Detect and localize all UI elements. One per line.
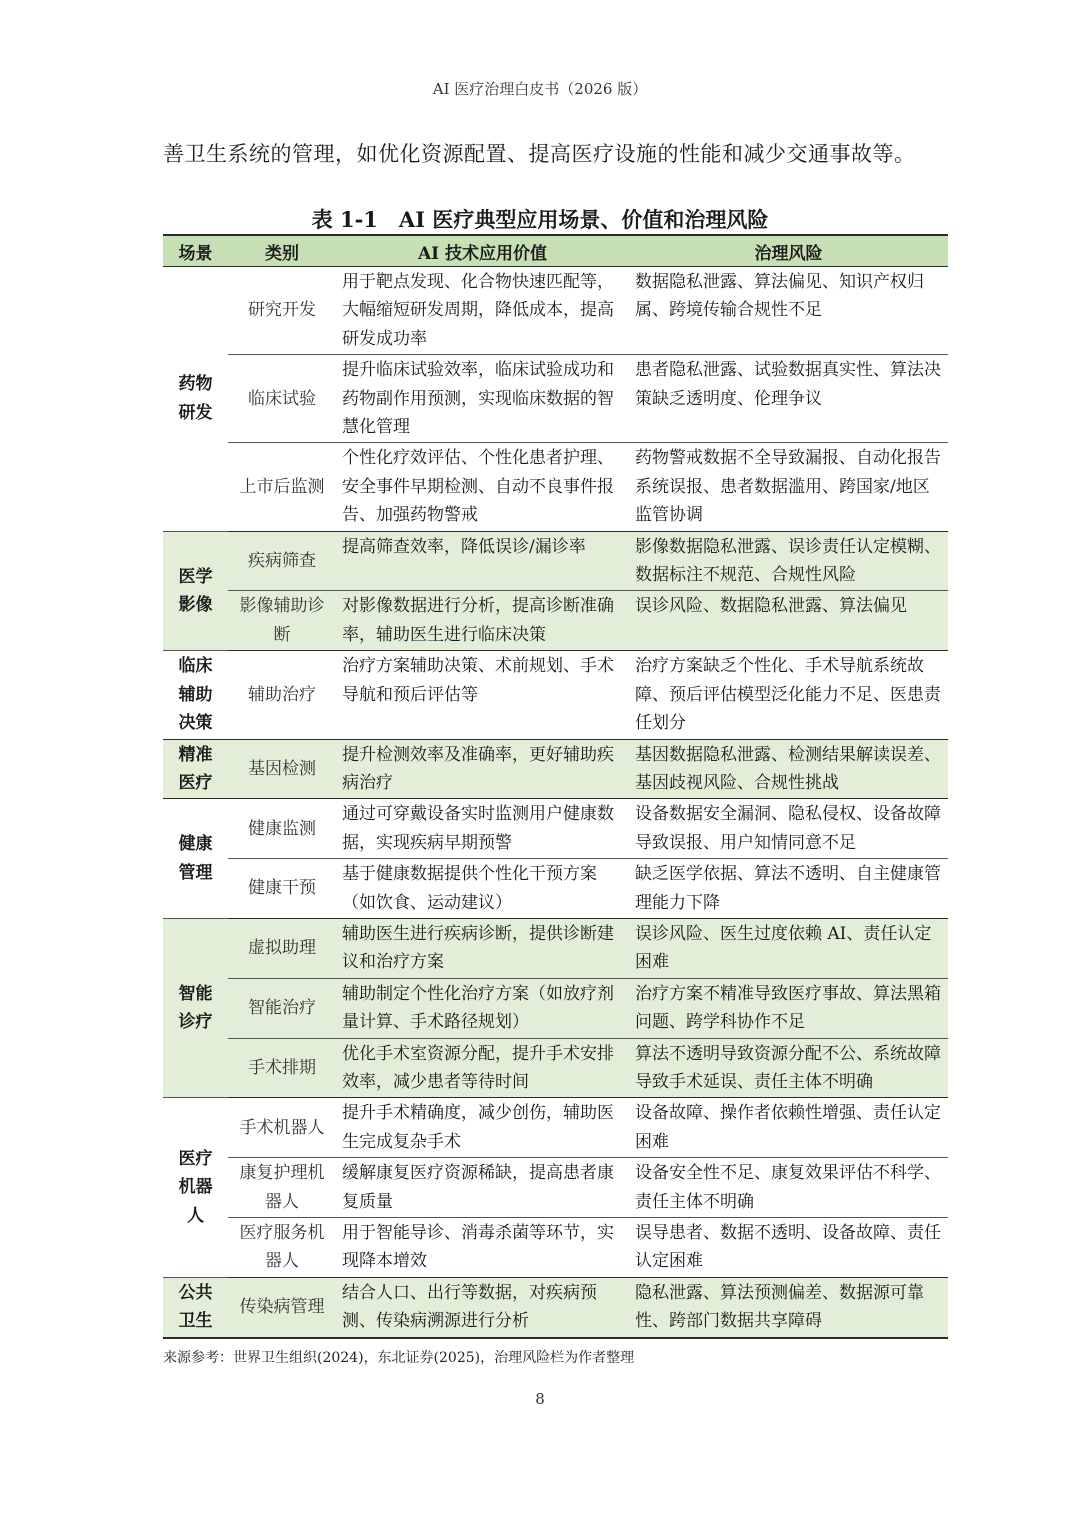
table-body xyxy=(163,267,948,1338)
table-row xyxy=(163,531,948,591)
table-row xyxy=(163,267,948,355)
table-caption: 表 1-1 AI 医疗典型应用场景、价值和治理风险 xyxy=(311,207,769,232)
page-number: 8 xyxy=(535,1389,545,1408)
column-header-scene: 场景 xyxy=(163,235,228,267)
value-cell: 优化手术室资源分配，提升手术安排效率，减少患者等待时间 xyxy=(336,1038,629,1098)
category-cell: 辅助治疗 xyxy=(228,651,336,739)
table-row xyxy=(163,1038,948,1098)
category-cell: 康复护理机器人 xyxy=(228,1158,336,1218)
value-cell: 通过可穿戴设备实时监测用户健康数据，实现疾病早期预警 xyxy=(336,799,629,859)
value-cell: 辅助医生进行疾病诊断，提供诊断建议和治疗方案 xyxy=(336,918,629,978)
category-cell: 医疗服务机器人 xyxy=(228,1218,336,1278)
scene-cell xyxy=(163,267,228,532)
value-cell: 缓解康复医疗资源稀缺，提高患者康复质量 xyxy=(336,1158,629,1218)
scene-cell xyxy=(163,739,228,799)
table-row xyxy=(163,918,948,978)
table-row xyxy=(163,859,948,919)
risk-cell: 误导患者、数据不透明、设备故障、责任认定困难 xyxy=(629,1218,948,1278)
category-cell: 疾病筛查 xyxy=(228,531,336,591)
risk-cell: 设备故障、操作者依赖性增强、责任认定困难 xyxy=(629,1098,948,1158)
source-note: 来源参考：世界卫生组织(2024)，东北证券(2025)，治理风险栏为作者整理 xyxy=(163,1349,635,1366)
risk-cell: 患者隐私泄露、试验数据真实性、算法决策缺乏透明度、伦理争议 xyxy=(629,355,948,443)
table-row xyxy=(163,1098,948,1158)
column-header-value: AI 技术应用价值 xyxy=(336,235,629,267)
scene-cell xyxy=(163,799,228,919)
value-cell: 治疗方案辅助决策、术前规划、手术导航和预后评估等 xyxy=(336,651,629,739)
scene-cell xyxy=(163,1277,228,1337)
running-header: AI 医疗治理白皮书（2026 版） xyxy=(432,80,648,98)
risk-cell: 算法不透明导致资源分配不公、系统故障导致手术延误、责任主体不明确 xyxy=(629,1038,948,1098)
category-cell: 虚拟助理 xyxy=(228,918,336,978)
scene-label: 智能诊疗 xyxy=(178,983,213,1033)
category-cell: 手术机器人 xyxy=(228,1098,336,1158)
value-cell: 用于智能导诊、消毒杀菌等环节，实现降本增效 xyxy=(336,1218,629,1278)
value-cell: 提高筛查效率，降低误诊/漏诊率 xyxy=(336,531,629,591)
body-paragraph: 善卫生系统的管理，如优化资源配置、提高医疗设施的性能和减少交通事故等。 xyxy=(163,142,916,166)
category-cell: 智能治疗 xyxy=(228,978,336,1038)
table-row xyxy=(163,1277,948,1337)
value-cell: 辅助制定个性化治疗方案（如放疗剂量计算、手术路径规划） xyxy=(336,978,629,1038)
table-header-row xyxy=(163,235,948,267)
risk-cell: 设备数据安全漏洞、隐私侵权、设备故障导致误报、用户知情同意不足 xyxy=(629,799,948,859)
risk-cell: 治疗方案不精准导致医疗事故、算法黑箱问题、跨学科协作不足 xyxy=(629,978,948,1038)
application-table xyxy=(163,234,948,1339)
table-row xyxy=(163,651,948,739)
category-cell: 传染病管理 xyxy=(228,1277,336,1337)
category-cell: 健康监测 xyxy=(228,799,336,859)
table-row xyxy=(163,799,948,859)
table-row xyxy=(163,1158,948,1218)
value-cell: 个性化疗效评估、个性化患者护理、安全事件早期检测、自动不良事件报告、加强药物警戒 xyxy=(336,443,629,531)
scene-label: 临床辅助决策 xyxy=(178,656,213,734)
value-cell: 提升检测效率及准确率，更好辅助疾病治疗 xyxy=(336,739,629,799)
category-cell: 手术排期 xyxy=(228,1038,336,1098)
value-cell: 基于健康数据提供个性化干预方案（如饮食、运动建议） xyxy=(336,859,629,919)
column-header-category: 类别 xyxy=(228,235,336,267)
value-cell: 对影像数据进行分析，提高诊断准确率，辅助医生进行临床决策 xyxy=(336,591,629,651)
scene-label: 公共卫生 xyxy=(178,1282,213,1332)
scene-label: 健康管理 xyxy=(178,834,213,883)
scene-cell xyxy=(163,651,228,739)
scene-label: 医疗机器人 xyxy=(178,1148,213,1226)
scene-label: 精准医疗 xyxy=(178,744,213,793)
table-row xyxy=(163,739,948,799)
category-cell: 基因检测 xyxy=(228,739,336,799)
category-cell: 上市后监测 xyxy=(228,443,336,531)
table-row xyxy=(163,355,948,443)
risk-cell: 设备安全性不足、康复效果评估不科学、责任主体不明确 xyxy=(629,1158,948,1218)
scene-cell xyxy=(163,918,228,1097)
category-cell: 健康干预 xyxy=(228,859,336,919)
value-cell: 用于靶点发现、化合物快速匹配等，大幅缩短研发周期，降低成本，提高研发成功率 xyxy=(336,267,629,355)
category-cell: 研究开发 xyxy=(228,267,336,355)
value-cell: 提升手术精确度，减少创伤，辅助医生完成复杂手术 xyxy=(336,1098,629,1158)
scene-cell xyxy=(163,1098,228,1277)
risk-cell: 误诊风险、医生过度依赖 AI、责任认定困难 xyxy=(629,918,948,978)
risk-cell: 药物警戒数据不全导致漏报、自动化报告系统误报、患者数据滥用、跨国家/地区监管协调 xyxy=(629,443,948,531)
column-header-risk: 治理风险 xyxy=(629,235,948,267)
scene-label: 医学影像 xyxy=(178,566,213,615)
risk-cell: 治疗方案缺乏个性化、手术导航系统故障、预后评估模型泛化能力不足、医患责任划分 xyxy=(629,651,948,739)
risk-cell: 隐私泄露、算法预测偏差、数据源可靠性、跨部门数据共享障碍 xyxy=(629,1277,948,1337)
scene-label: 药物研发 xyxy=(178,374,213,423)
risk-cell: 基因数据隐私泄露、检测结果解读误差、基因歧视风险、合规性挑战 xyxy=(629,739,948,799)
value-cell: 结合人口、出行等数据，对疾病预测、传染病溯源进行分析 xyxy=(336,1277,629,1337)
risk-cell: 缺乏医学依据、算法不透明、自主健康管理能力下降 xyxy=(629,859,948,919)
category-cell: 临床试验 xyxy=(228,355,336,443)
value-cell: 提升临床试验效率，临床试验成功和药物副作用预测，实现临床数据的智慧化管理 xyxy=(336,355,629,443)
table-row xyxy=(163,978,948,1038)
category-cell: 影像辅助诊断 xyxy=(228,591,336,651)
table-row xyxy=(163,591,948,651)
risk-cell: 影像数据隐私泄露、误诊责任认定模糊、数据标注不规范、合规性风险 xyxy=(629,531,948,591)
table-row xyxy=(163,1218,948,1278)
scene-cell xyxy=(163,531,228,651)
risk-cell: 数据隐私泄露、算法偏见、知识产权归属、跨境传输合规性不足 xyxy=(629,267,948,355)
table-row xyxy=(163,443,948,531)
risk-cell: 误诊风险、数据隐私泄露、算法偏见 xyxy=(629,591,948,651)
